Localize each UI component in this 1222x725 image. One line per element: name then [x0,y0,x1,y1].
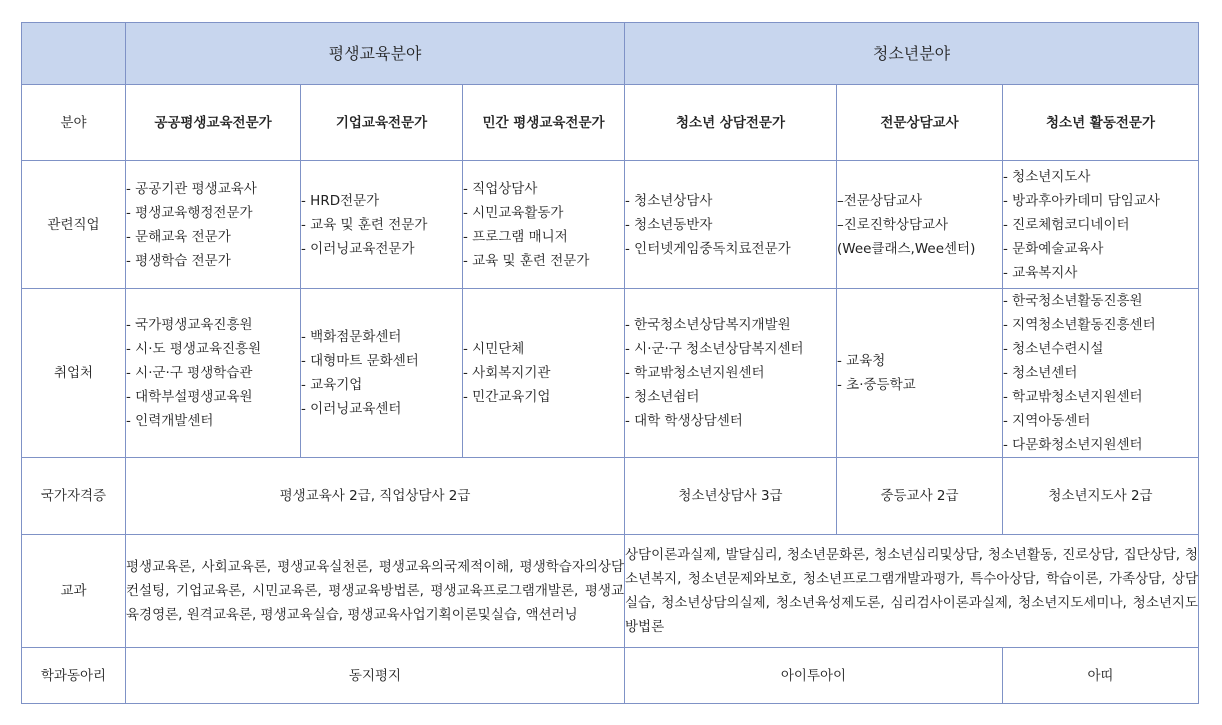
field-row [22,85,1199,161]
list-item: - 국가평생교육진흥원 [126,317,253,333]
item-list [837,349,1002,397]
row-label-employment: 취업처 [22,289,126,458]
item-list [301,189,462,261]
list-item: - 방과후아카데미 담임교사 [1003,192,1160,209]
license-youth-counsel: 청소년상담사 3급 [625,458,837,535]
header-youth: 청소년분야 [625,23,1199,85]
curriculum-row [22,535,1199,648]
list-item: - 시민교육활동가 [463,204,564,221]
item-list [1003,289,1198,457]
list-item: - 지역청소년활동진흥센터 [1003,317,1156,333]
list-item: - 교육 및 훈련 전문가 [463,252,590,269]
license-teacher: 중등교사 2급 [837,458,1003,535]
list-item: - 청소년동반자 [625,216,713,233]
list-item: (Wee클래스,Wee센터) [837,240,976,257]
license-row [22,458,1199,535]
item-list [837,189,1002,261]
list-item: - 이러닝교육전문가 [301,240,415,257]
club-youth: 아이투아이 [625,648,1003,704]
jobs-row [22,161,1199,289]
header-lifelong: 평생교육분야 [126,23,625,85]
list-item: - 시·도 평생교육진흥원 [126,341,262,357]
field-youth-activity: 청소년 활동전문가 [1003,85,1199,161]
field-public: 공공평생교육전문가 [126,85,301,161]
list-item: - 시민단체 [463,341,525,357]
row-label-field: 분야 [22,85,126,161]
club-lifelong: 동지평지 [126,648,625,704]
row-label-curriculum: 교과 [22,535,126,648]
list-item: - 인터넷게임중독치료전문가 [625,240,791,257]
list-item: - 학교밖청소년지원센터 [1003,389,1143,405]
item-list [126,313,300,433]
list-item: - 청소년상담사 [625,192,713,209]
employment-teacher [837,289,1003,458]
list-item: - 대학 학생상담센터 [625,413,743,429]
list-item: - 백화점문화센터 [301,329,402,345]
list-item: - 문해교육 전문가 [126,228,231,245]
list-item: - 초·중등학교 [837,377,916,393]
employment-public [126,289,301,458]
row-label-license: 국가자격증 [22,458,126,535]
list-item: –전문상담교사 [837,192,922,209]
field-corporate: 기업교육전문가 [301,85,463,161]
list-item: - 공공기관 평생교육사 [126,180,257,197]
field-teacher: 전문상담교사 [837,85,1003,161]
list-item: - 진로체험코디네이터 [1003,216,1130,233]
list-item: - 사회복지기관 [463,365,551,381]
employment-row [22,289,1199,458]
header-corner [22,23,126,85]
list-item: - 문화예술교육사 [1003,240,1104,257]
list-item: - 대학부설평생교육원 [126,389,253,405]
list-item: - 이러닝교육센터 [301,401,402,417]
field-youth-counsel: 청소년 상담전문가 [625,85,837,161]
list-item: - 프로그램 매니저 [463,228,568,245]
row-label-club: 학과동아리 [22,648,126,704]
jobs-corporate [301,161,463,289]
field-private: 민간 평생교육전문가 [463,85,625,161]
item-list [126,177,300,273]
curriculum-lifelong: 평생교육론, 사회교육론, 평생교육실천론, 평생교육의국제적이해, 평생학습자의상담컨설팅, 기업교육론, 시민교육론, 평생교육방법론, 평생교육프로그램개발론, 평생교육경영론, 원격교육론, 평생교육실습, 평생교육사업기획이론및실습, 액션러닝 [126,535,625,648]
employment-youth-activity [1003,289,1199,458]
list-item: - 청소년쉼터 [625,389,700,405]
jobs-public [126,161,301,289]
list-item: - 청소년수련시설 [1003,341,1104,357]
list-item: - 교육청 [837,353,886,369]
list-item: - 학교밖청소년지원센터 [625,365,765,381]
list-item: - HRD전문가 [301,192,380,209]
list-item: –진로진학상담교사 [837,216,949,233]
curriculum-youth: 상담이론과실제, 발달심리, 청소년문화론, 청소년심리및상담, 청소년활동, 진로상담, 집단상담, 청소년복지, 청소년문제와보호, 청소년프로그램개발과평가, 특수아상담, 학습이론, 가족상담, 상담실습, 청소년상담의실제, 청소년육성제도론, 심리검사이론과실제, 청소년지도세미나, 청소년지도방법론 [625,535,1199,648]
club-row [22,648,1199,704]
jobs-youth-activity [1003,161,1199,289]
employment-private [463,289,625,458]
jobs-private [463,161,625,289]
item-list [625,189,836,261]
jobs-youth-counsel [625,161,837,289]
list-item: - 지역아동센터 [1003,413,1091,429]
list-item: - 평생교육행정전문가 [126,204,253,221]
employment-corporate [301,289,463,458]
license-youth-activity: 청소년지도사 2급 [1003,458,1199,535]
list-item: - 한국청소년상담복지개발원 [625,317,791,333]
item-list [625,313,836,433]
list-item: - 평생학습 전문가 [126,252,231,269]
list-item: - 민간교육기업 [463,389,551,405]
list-item: - 청소년센터 [1003,365,1078,381]
list-item: - 청소년지도사 [1003,168,1091,185]
employment-youth-counsel [625,289,837,458]
jobs-teacher [837,161,1003,289]
list-item: - 시·군·구 청소년상담복지센터 [625,341,804,357]
list-item: - 시·군·구 평생학습관 [126,365,253,381]
list-item: - 교육복지사 [1003,264,1078,281]
list-item: - 한국청소년활동진흥원 [1003,293,1143,309]
item-list [1003,165,1198,285]
list-item: - 인력개발센터 [126,413,214,429]
header-row [22,23,1199,85]
list-item: - 교육기업 [301,377,363,393]
item-list [463,177,624,273]
item-list [463,337,624,409]
list-item: - 교육 및 훈련 전문가 [301,216,428,233]
list-item: - 직업상담사 [463,180,538,197]
list-item: - 대형마트 문화센터 [301,353,419,369]
club-activity: 아띠 [1003,648,1199,704]
license-lifelong: 평생교육사 2급, 직업상담사 2급 [126,458,625,535]
career-table [21,22,1199,704]
item-list [301,325,462,421]
row-label-jobs: 관련직업 [22,161,126,289]
list-item: - 다문화청소년지원센터 [1003,437,1143,453]
